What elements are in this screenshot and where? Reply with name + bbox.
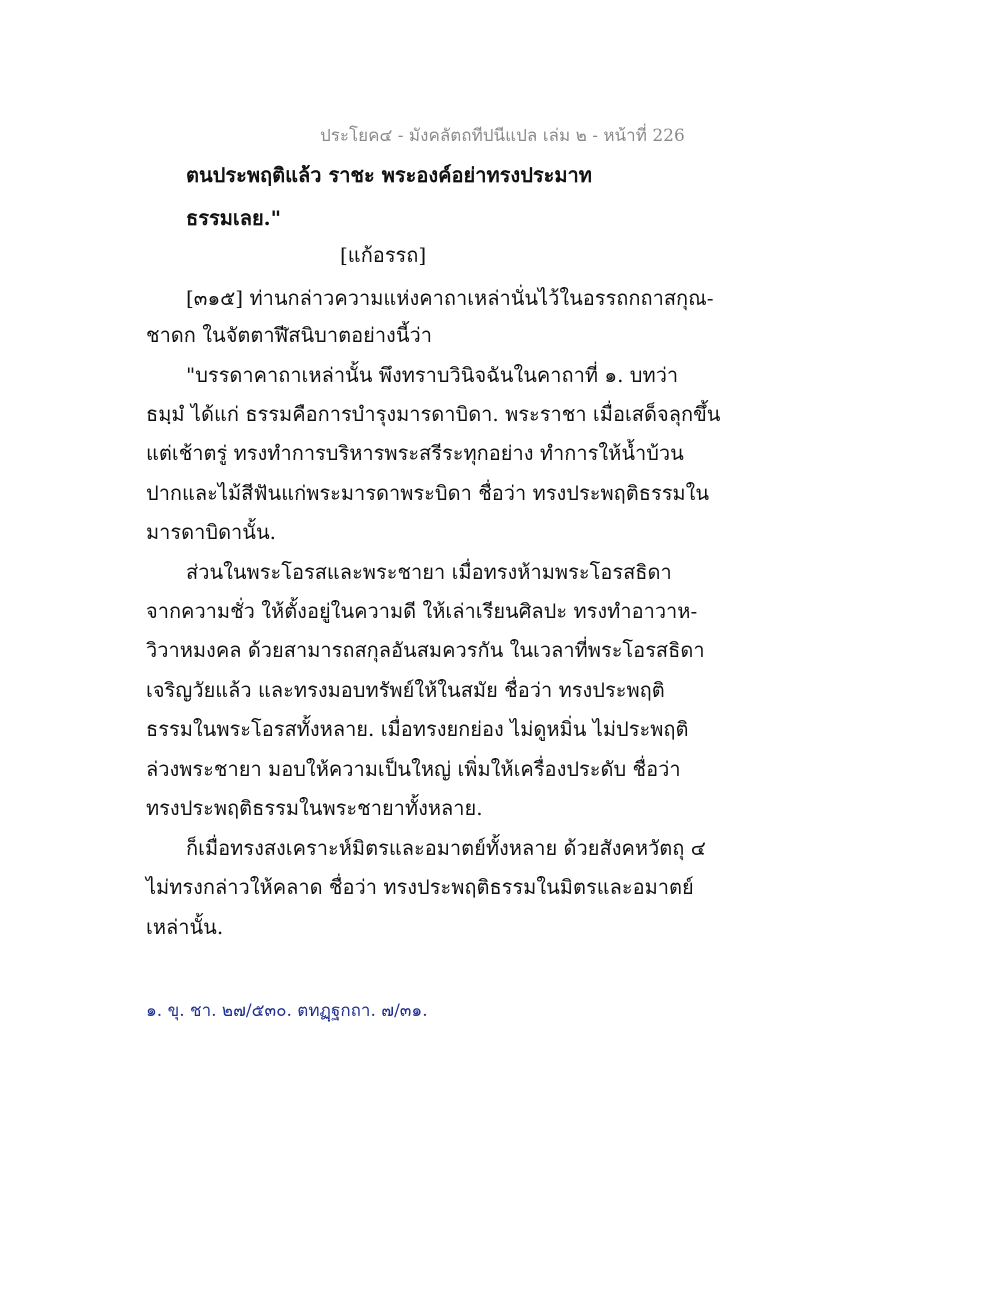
- section-title: [แก้อรรถ]: [340, 243, 427, 267]
- paragraph-4-line-2: ไม่ทรงกล่าวให้คลาด ชื่อว่า ทรงประพฤติธรรมในมิตรและอมาตย์: [146, 875, 694, 899]
- paragraph-3-line-3: วิวาหมงคล ด้วยสามารถสกุลอันสมควรกัน ในเวลาที่พระโอรสธิดา: [146, 638, 705, 662]
- paragraph-4-line-3: เหล่านั้น.: [146, 915, 224, 939]
- paragraph-3-line-2: จากความชั่ว ให้ตั้งอยู่ในความดี ให้เล่าเรียนศิลปะ ทรงทำอาวาห-: [146, 599, 698, 623]
- footnote: ๑. ขุ. ชา. ๒๗/๕๓๐. ตทฏฺฐกถา. ๗/๓๑.: [146, 1001, 428, 1021]
- paragraph-2-line-1: "บรรดาคาถาเหล่านั้น พึงทราบวินิจฉันในคาถาที่ ๑. บทว่า: [186, 363, 679, 387]
- paragraph-3-line-4: เจริญวัยแล้ว และทรงมอบทรัพย์ให้ในสมัย ชื่อว่า ทรงประพฤติ: [146, 678, 665, 702]
- paragraph-3-line-7: ทรงประพฤติธรรมในพระชายาทั้งหลาย.: [146, 796, 483, 820]
- paragraph-1-line-2: ชาดก ในจัตตาฬีสนิบาตอย่างนี้ว่า: [146, 323, 432, 347]
- paragraph-4-line-1: ก็เมื่อทรงสงเคราะห์มิตรและอมาตย์ทั้งหลาย ด้วยสังคหวัตถุ ๔: [186, 836, 706, 860]
- paragraph-3-line-1: ส่วนในพระโอรสและพระชายา เมื่อทรงห้ามพระโอรสธิดา: [186, 560, 672, 584]
- verse-line-2: ธรรมเลย.": [186, 206, 282, 230]
- paragraph-3-line-5: ธรรมในพระโอรสทั้งหลาย. เมื่อทรงยกย่อง ไม่ดูหมิ่น ไม่ประพฤติ: [146, 717, 689, 741]
- paragraph-2-line-4: ปากและไม้สีฟันแก่พระมารดาพระบิดา ชื่อว่า ทรงประพฤติธรรมใน: [146, 481, 710, 505]
- running-header: ประโยค๔ - มังคลัตถทีปนีแปล เล่ม ๒ - หน้าที่ 226: [320, 126, 685, 146]
- verse-line-1: ตนประพฤติแล้ว ราชะ พระองค์อย่าทรงประมาท: [186, 163, 592, 187]
- paragraph-2-line-3: แต่เช้าตรู่ ทรงทำการบริหารพระสรีระทุกอย่าง ทำการให้น้ำบ้วน: [146, 441, 684, 465]
- paragraph-3-line-6: ล่วงพระชายา มอบให้ความเป็นใหญ่ เพิ่มให้เครื่องประดับ ชื่อว่า: [146, 757, 681, 781]
- paragraph-1-line-1: [๓๑๕] ท่านกล่าวความแห่งคาถาเหล่านั่นไว้ในอรรถกถาสกุณ-: [186, 286, 714, 310]
- paragraph-2-line-5: มารดาบิดานั้น.: [146, 520, 276, 544]
- paragraph-2-line-2: ธมฺมํ ได้แก่ ธรรมคือการบำรุงมารดาบิดา. พระราชา เมื่อเสด็จลุกขึ้น: [146, 402, 721, 426]
